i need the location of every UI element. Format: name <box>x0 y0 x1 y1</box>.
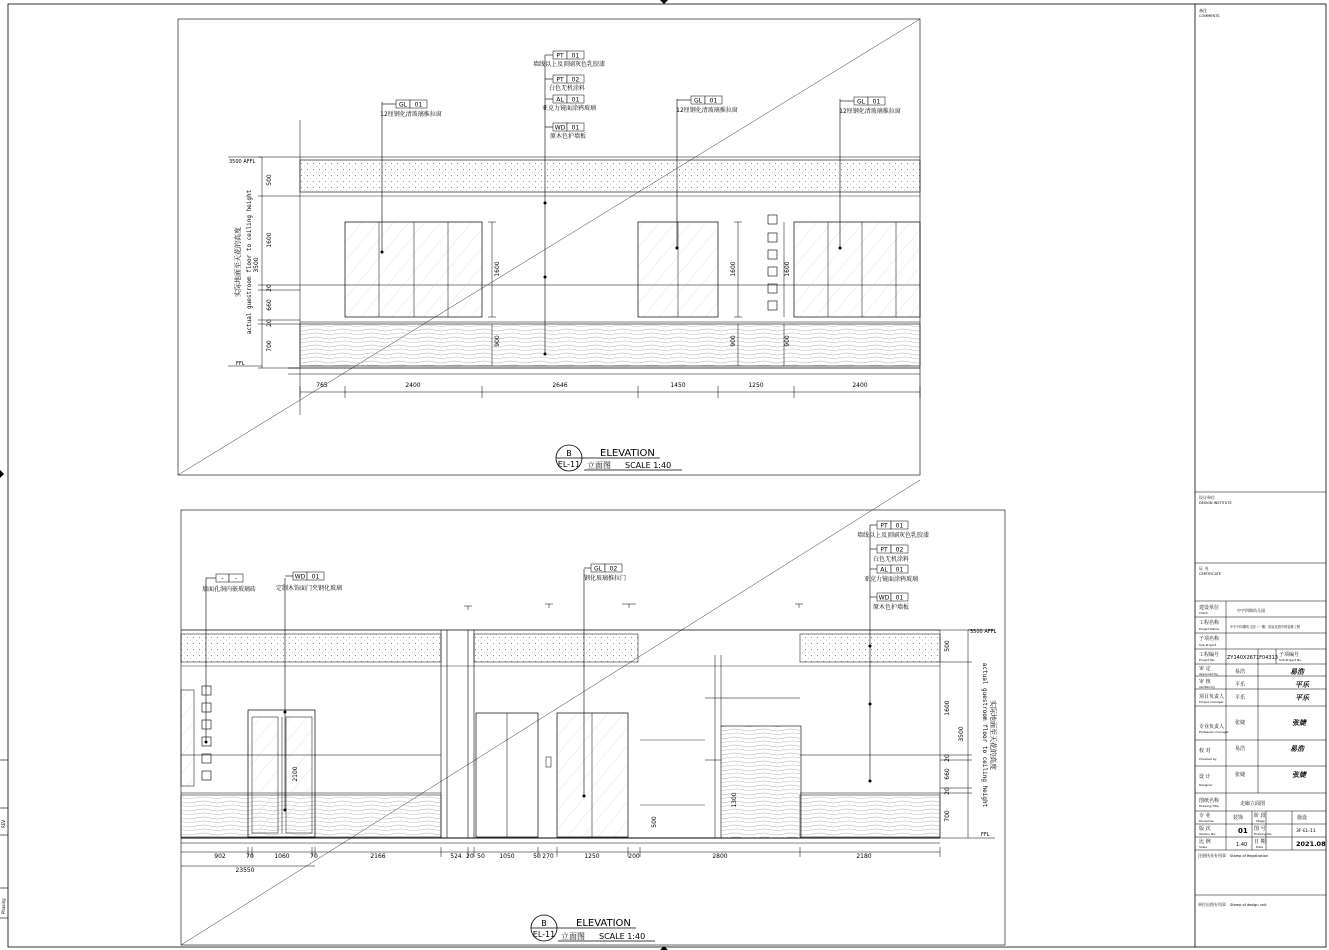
svg-text:平乐: 平乐 <box>1235 682 1246 688</box>
rev-label: REV <box>1 819 6 828</box>
view-scale: SCALE 1:40 <box>625 461 672 470</box>
tag-gl01-b <box>676 96 738 114</box>
tag-note: 墙面孔洞内嵌玻璃砖 <box>201 586 257 593</box>
edge-tick <box>0 470 4 478</box>
svg-text:Stage: Stage <box>1256 819 1265 823</box>
svg-text:专 业: 专 业 <box>1199 813 1211 819</box>
svg-text:AL: AL <box>556 96 564 104</box>
height-note-cn: 实际地面至天花的高度 <box>234 227 242 297</box>
step-height: 500 <box>651 816 658 828</box>
signature: 张婕 <box>1292 771 1306 779</box>
dim-4: 1250 <box>748 382 764 389</box>
edge-tick <box>660 946 668 950</box>
height-3: 20 <box>944 754 951 762</box>
dim-11: 1250 <box>584 853 600 860</box>
svg-text:PT: PT <box>556 76 564 84</box>
svg-text:Project manager: Project manager <box>1199 700 1224 704</box>
height-3: 20 <box>266 284 273 292</box>
svg-text:GL: GL <box>594 565 602 573</box>
svg-text:子项名称: 子项名称 <box>1199 636 1220 642</box>
dim-14: 2180 <box>856 853 872 860</box>
svg-text:GL: GL <box>694 97 702 105</box>
svg-text:子项编号: 子项编号 <box>1279 652 1300 658</box>
height-note-en: actual guestroom floor to ceiling height <box>246 189 253 335</box>
tag-note: 12厘钢化清玻璃推拉窗 <box>380 111 442 118</box>
edge-tick <box>660 0 668 4</box>
project-no-value: ZY140X2671F04313 <box>1227 655 1278 661</box>
height-5: 20 <box>944 787 951 795</box>
marker-sheet: EL-11 <box>557 460 581 469</box>
door-height: 2100 <box>292 766 299 782</box>
dado-height-3: 900 <box>784 335 791 347</box>
svg-text:Scale: Scale <box>1199 845 1208 849</box>
level-top: 3500 AFFL <box>229 159 256 165</box>
height-5: 20 <box>266 319 273 327</box>
stair-height: 1300 <box>731 792 738 808</box>
svg-text:02: 02 <box>895 546 904 554</box>
level-bottom: FFL <box>981 832 990 838</box>
svg-text:01: 01 <box>571 96 580 104</box>
svg-text:施设: 施设 <box>1297 815 1308 821</box>
svg-text:日 期: 日 期 <box>1254 839 1266 845</box>
svg-text:1:40: 1:40 <box>1236 842 1248 848</box>
window-2 <box>638 222 718 317</box>
svg-text:单位出图专用章: 单位出图专用章 <box>1198 902 1226 907</box>
svg-text:Drawing No.: Drawing No. <box>1254 832 1273 836</box>
svg-text:PT: PT <box>880 522 888 530</box>
tag-note: 白色无机涂料 <box>548 85 586 92</box>
svg-text:阶 段: 阶 段 <box>1254 813 1266 819</box>
height-4: 660 <box>944 768 951 780</box>
tag-al01 <box>864 565 918 583</box>
svg-text:工程名称: 工程名称 <box>1199 620 1220 626</box>
dim-12: 200 <box>628 853 640 860</box>
height-1: 1600 <box>944 700 951 716</box>
svg-text:Sub-Project: Sub-Project <box>1199 643 1217 647</box>
svg-text:01: 01 <box>895 566 904 574</box>
wood-wainscot <box>300 324 920 366</box>
tag-note: 定制木饰面门夹钢化玻璃 <box>275 585 343 592</box>
tag-note: 原木色护墙板 <box>872 604 910 611</box>
svg-text:设 计: 设 计 <box>1199 774 1211 780</box>
signature: 易浩 <box>1290 668 1304 676</box>
marker-letter: B <box>566 449 572 458</box>
svg-text:Designer: Designer <box>1199 783 1213 787</box>
svg-text:Date: Date <box>1256 845 1264 849</box>
svg-text:建设单位: 建设单位 <box>1199 605 1220 611</box>
dim-9: 50 <box>533 853 541 860</box>
comments-cn: 备注 <box>1199 8 1207 13</box>
elevation-bottom <box>181 480 1005 945</box>
svg-text:WD: WD <box>294 573 306 581</box>
tag-note: 12厘钢化清玻璃推拉窗 <box>839 108 901 115</box>
dim-0: 902 <box>214 853 226 860</box>
view-title-en: ELEVATION <box>576 918 631 929</box>
svg-text:Profession manager: Profession manager <box>1199 730 1229 734</box>
svg-text:01: 01 <box>571 124 580 132</box>
dim-total: 23550 <box>235 867 255 874</box>
marker-sheet: EL-11 <box>532 930 556 939</box>
ceiling-band <box>181 634 441 662</box>
tag-note: 墙线以上及顶刷灰色乳胶漆 <box>856 532 930 539</box>
height-6: 700 <box>266 340 273 352</box>
height-2: 3500 <box>253 257 260 273</box>
svg-text:审 核: 审 核 <box>1199 679 1211 685</box>
svg-text:张婕: 张婕 <box>1235 772 1246 778</box>
svg-text:图纸名称: 图纸名称 <box>1199 798 1220 804</box>
svg-text:Drawing Title: Drawing Title <box>1199 804 1219 808</box>
svg-text:张婕: 张婕 <box>1235 720 1246 726</box>
height-0: 500 <box>266 174 273 186</box>
view-title-cn: 立面图 <box>587 461 611 470</box>
window-height-1: 1600 <box>494 261 501 277</box>
svg-text:02: 02 <box>571 76 580 84</box>
window-height-2: 1600 <box>730 261 737 277</box>
svg-text:注册执业专用章: 注册执业专用章 <box>1198 853 1226 858</box>
dim-6: 20 <box>466 853 474 860</box>
svg-text:WD: WD <box>878 594 890 602</box>
width-dims <box>300 386 920 398</box>
date-value: 2021.08 <box>1296 840 1326 848</box>
svg-text:校 对: 校 对 <box>1199 748 1211 754</box>
svg-text:Verified by: Verified by <box>1199 685 1216 689</box>
dim-3: 70 <box>310 853 318 860</box>
tag-note: 白色无机涂料 <box>872 556 910 563</box>
dim-7: 50 <box>477 853 485 860</box>
title-block <box>1195 7 1326 907</box>
tag-note: 原木色护墙板 <box>549 133 587 140</box>
dim-5: 524 <box>450 853 462 860</box>
tag-note: 亚克力镜面涂鸦玻璃 <box>863 576 919 583</box>
svg-text:Approved by: Approved by <box>1199 672 1219 676</box>
tag-pt01 <box>533 51 605 68</box>
drawing-title-value: 走廊立面图 <box>1240 801 1266 807</box>
svg-text:比 例: 比 例 <box>1199 839 1211 845</box>
tag-gl01-c <box>839 97 901 115</box>
ceiling-band <box>300 160 920 192</box>
svg-text:-: - <box>234 575 238 583</box>
svg-text:AL: AL <box>880 566 888 574</box>
height-1: 1600 <box>266 232 273 248</box>
dim-1: 2400 <box>405 382 421 389</box>
level-bottom: FFL <box>236 361 245 367</box>
design-inst-en: DESIGN INSTITUTE <box>1199 501 1232 505</box>
svg-text:易浩: 易浩 <box>1235 669 1246 675</box>
elevator-door <box>476 713 551 837</box>
signature: 平乐 <box>1295 681 1309 689</box>
svg-text:Client: Client <box>1199 611 1208 615</box>
view-title-cn: 立面图 <box>561 932 585 941</box>
tag-al01 <box>542 95 596 112</box>
glass-bricks <box>202 686 211 780</box>
tag-note: 钢化玻璃推拉门 <box>583 575 627 582</box>
tag-wd01-door <box>276 572 342 592</box>
window-height-3: 1600 <box>784 261 791 277</box>
svg-text:易浩: 易浩 <box>1235 746 1246 752</box>
marker-letter: B <box>541 919 547 928</box>
svg-text:01: 01 <box>571 52 580 60</box>
dim-10: 270 <box>542 853 554 860</box>
dim-2: 2646 <box>552 382 568 389</box>
svg-text:PT: PT <box>556 52 564 60</box>
svg-text:01: 01 <box>414 101 423 109</box>
tag-gl02 <box>584 564 626 582</box>
height-4: 660 <box>266 299 273 311</box>
svg-text:01: 01 <box>895 594 904 602</box>
height-2: 3500 <box>958 726 965 742</box>
tag-wd01 <box>873 593 909 611</box>
dado-height-1: 900 <box>494 335 501 347</box>
svg-text:GL: GL <box>857 98 865 106</box>
signature: 张婕 <box>1292 719 1306 727</box>
dim-2: 1060 <box>274 853 290 860</box>
tag-glass-brick <box>202 574 256 593</box>
left-margin <box>0 760 8 918</box>
dim-1: 70 <box>246 853 254 860</box>
tag-pt02 <box>873 545 909 563</box>
svg-text:02: 02 <box>609 565 618 573</box>
height-6: 700 <box>944 810 951 822</box>
dado-height-2: 900 <box>730 335 737 347</box>
svg-text:Version No.: Version No. <box>1199 832 1216 836</box>
svg-text:Discipline: Discipline <box>1199 819 1214 823</box>
window-3 <box>794 222 920 317</box>
dim-0: 765 <box>316 382 328 389</box>
svg-text:Sub-Project No.: Sub-Project No. <box>1279 658 1302 662</box>
svg-text:Checked by: Checked by <box>1199 757 1217 761</box>
tag-note: 亚克力镜面涂鸦玻璃 <box>541 105 597 112</box>
dim-13: 2800 <box>712 853 728 860</box>
svg-text:专业负责人: 专业负责人 <box>1199 724 1225 730</box>
stair <box>640 655 801 838</box>
design-inst-cn: 设计单位 <box>1199 495 1215 500</box>
ceiling-lights <box>464 604 803 610</box>
svg-text:项目负责人: 项目负责人 <box>1199 694 1225 700</box>
dim-3: 1450 <box>670 382 686 389</box>
phasing-label: Phasing <box>1 898 6 914</box>
svg-text:Project Name: Project Name <box>1199 627 1220 631</box>
svg-text:GL: GL <box>399 101 407 109</box>
svg-text:图 号: 图 号 <box>1254 826 1266 832</box>
tag-gl01-a <box>380 100 442 118</box>
sliding-door <box>557 713 628 837</box>
height-note-cn: 实际地面至天花的高度 <box>989 700 997 770</box>
cert-cn: 证 书 <box>1199 566 1209 571</box>
signature: 易浩 <box>1290 745 1304 753</box>
dim-4: 2166 <box>370 853 386 860</box>
height-0: 500 <box>944 640 951 652</box>
svg-text:平乐: 平乐 <box>1235 695 1246 701</box>
tag-pt02 <box>549 75 585 92</box>
svg-text:PT: PT <box>880 546 888 554</box>
cert-en: CERTIFICATE <box>1199 572 1221 576</box>
glass-bricks <box>768 215 777 310</box>
tag-wd01 <box>550 123 586 140</box>
view-scale: SCALE 1:40 <box>599 932 646 941</box>
svg-text:01: 01 <box>709 97 718 105</box>
client-value: 中宇四期幼儿园 <box>1237 608 1265 613</box>
level-top: 3500 AFFL <box>970 629 997 635</box>
view-title <box>531 915 655 941</box>
svg-text:01: 01 <box>895 522 904 530</box>
tag-pt01 <box>857 521 929 539</box>
svg-text:审 定: 审 定 <box>1199 666 1211 672</box>
project-name-value: 中宇中四期幼儿园（一期）国金花园中的装修工程 <box>1230 625 1301 629</box>
svg-text:01: 01 <box>872 98 881 106</box>
column <box>441 630 474 838</box>
height-note-en: actual guestroom floor to ceiling height <box>981 662 988 808</box>
svg-text:Stamp of Registration: Stamp of Registration <box>1230 854 1269 858</box>
view-title <box>556 445 682 471</box>
width-dims <box>181 847 940 866</box>
svg-text:01: 01 <box>311 573 320 581</box>
tag-note: 12厘钢化清玻璃推拉窗 <box>676 107 738 114</box>
svg-text:Project No.: Project No. <box>1199 658 1216 662</box>
signature: 平乐 <box>1295 694 1309 702</box>
svg-text:-: - <box>221 575 224 583</box>
dim-5: 2400 <box>852 382 868 389</box>
svg-text:WD: WD <box>554 124 566 132</box>
tag-note: 墙线以上及顶刷灰色乳胶漆 <box>532 61 606 68</box>
svg-text:工程编号: 工程编号 <box>1199 652 1220 658</box>
window-1 <box>345 222 482 317</box>
svg-text:01: 01 <box>1238 827 1248 835</box>
comments-en: COMMENTS <box>1199 14 1220 18</box>
svg-text:Stamp of design unit: Stamp of design unit <box>1230 903 1267 907</box>
elevation-top <box>178 19 920 475</box>
view-title-en: ELEVATION <box>600 448 655 459</box>
dim-8: 1050 <box>499 853 515 860</box>
svg-text:版 次: 版 次 <box>1199 826 1211 832</box>
svg-text:装饰: 装饰 <box>1233 815 1244 821</box>
drawing-no-value: 3F-EL-11 <box>1296 829 1316 834</box>
